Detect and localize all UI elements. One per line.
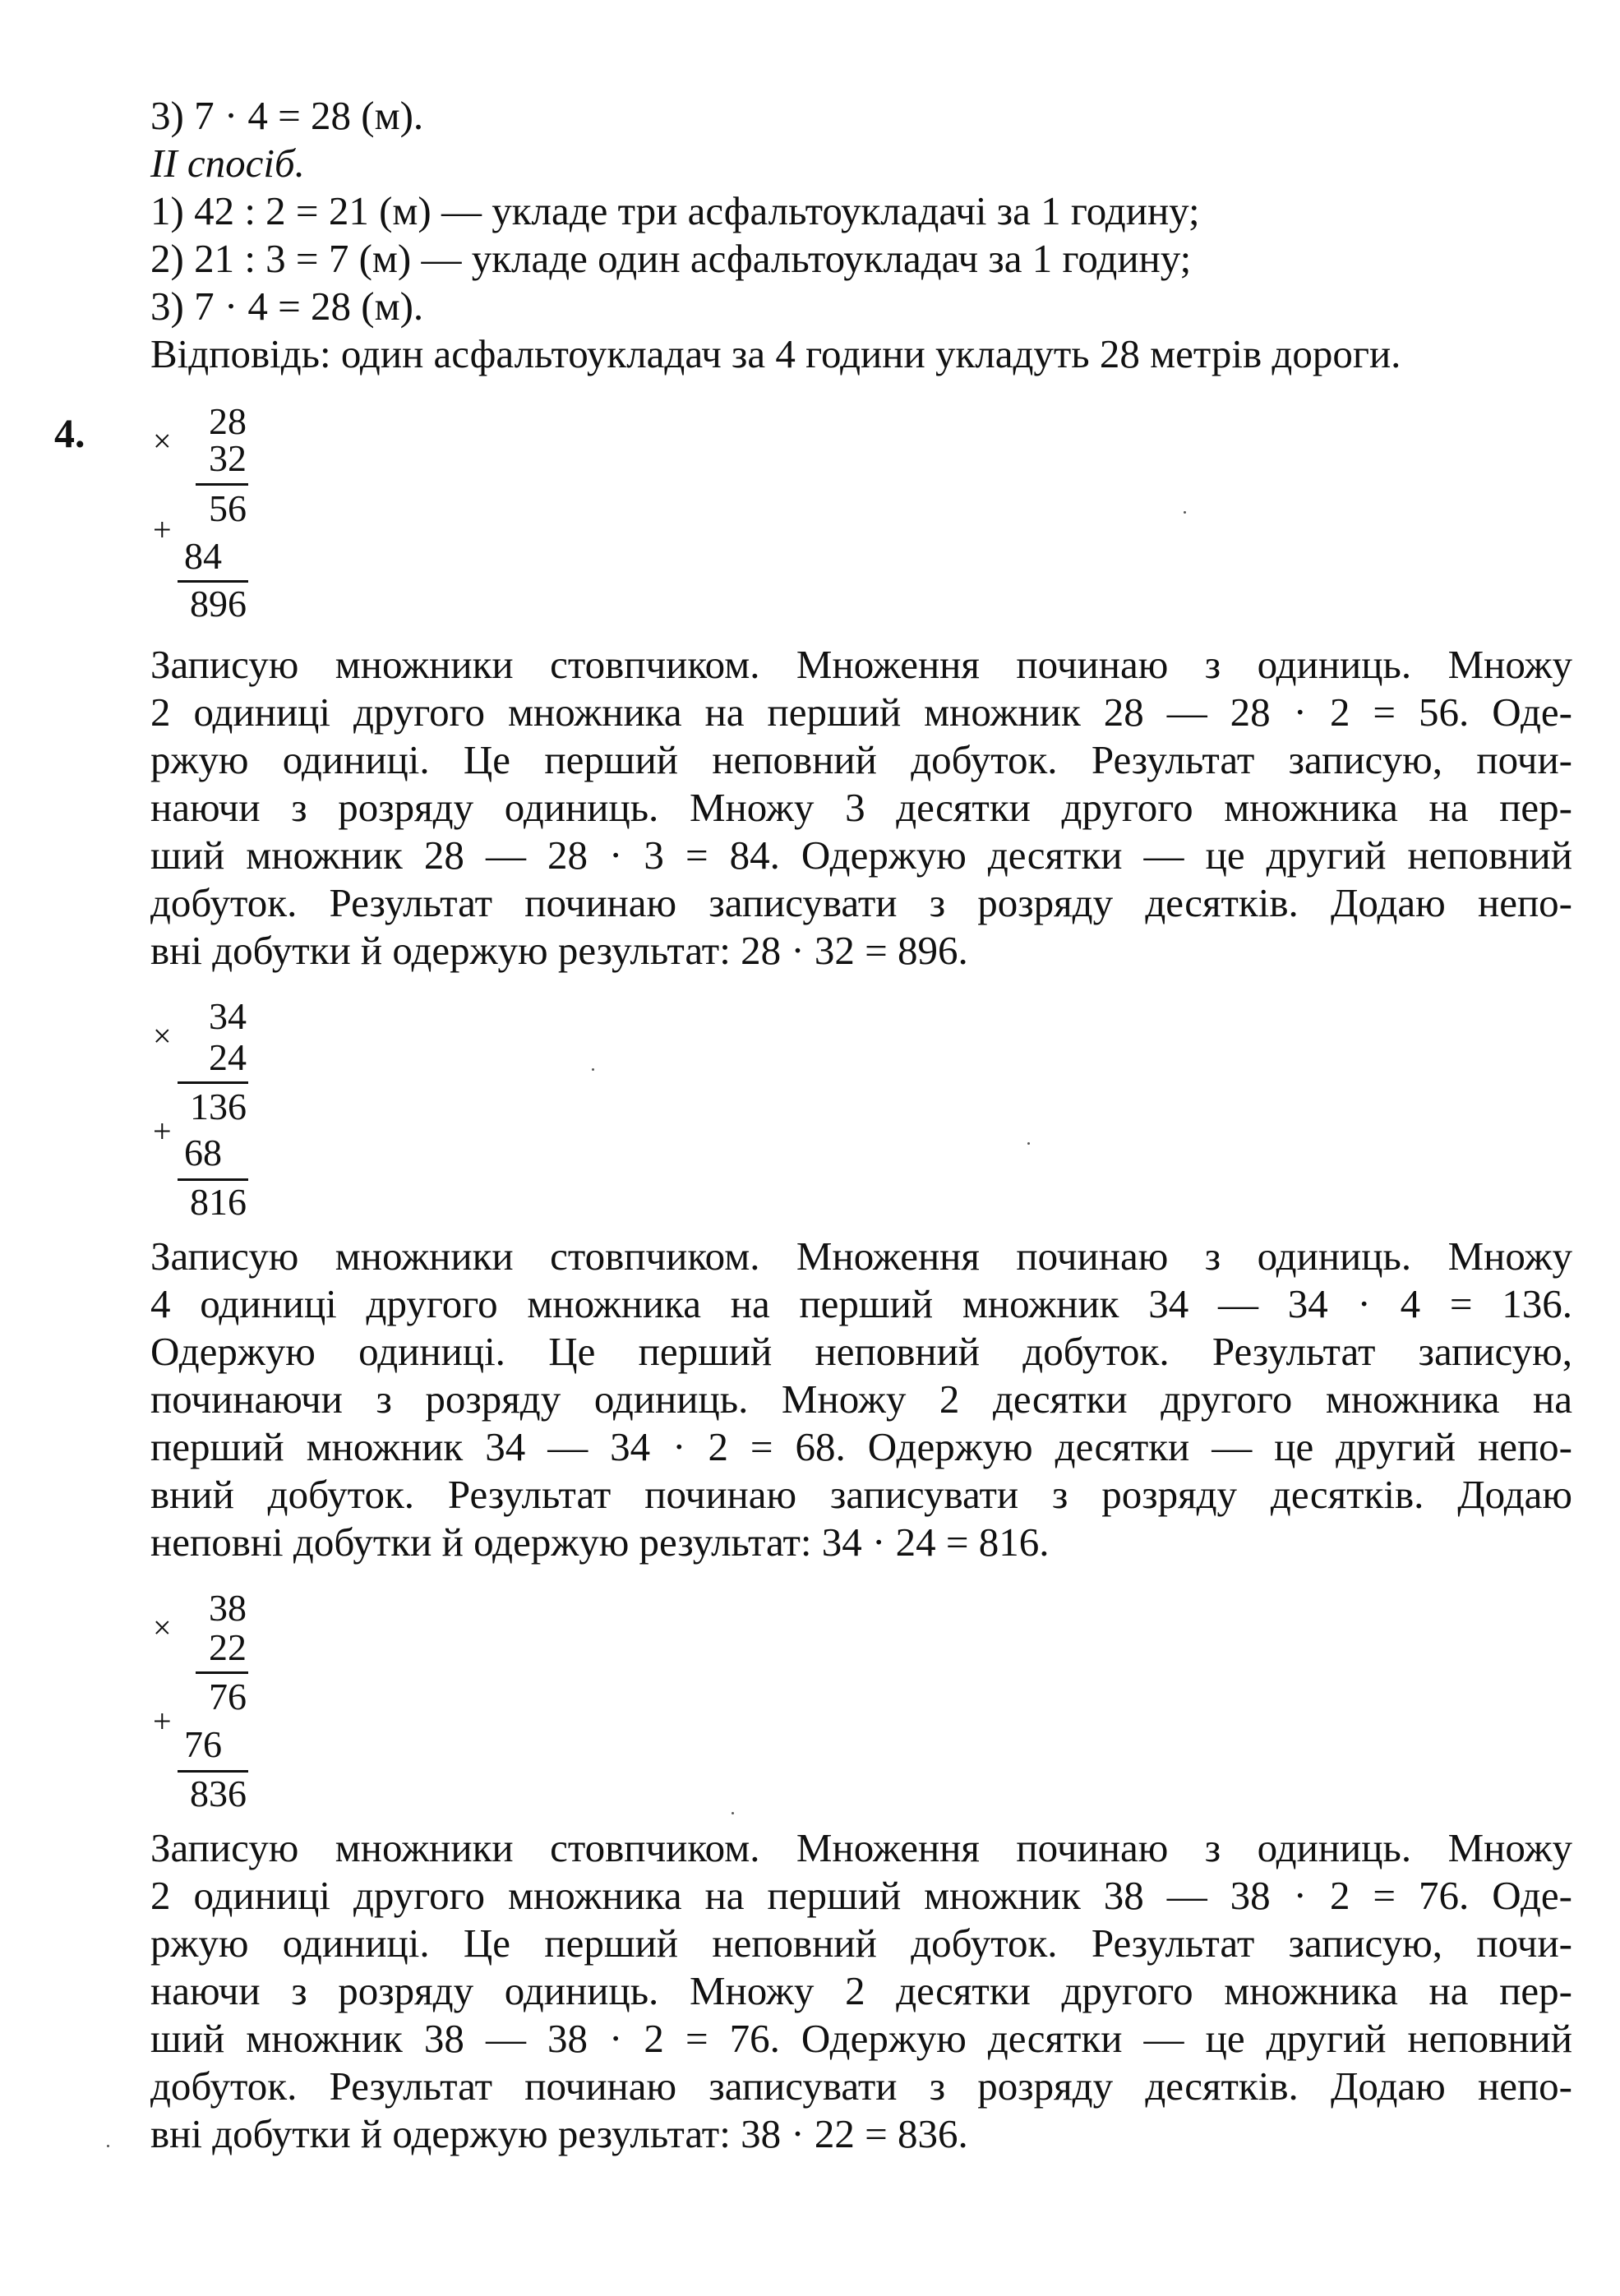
explanation-line: 2 одиниці другого множника на перший множник 28 — 28 · 2 = 56. Оде- <box>150 689 1572 735</box>
explanation-line: вні добутки й одержую результат: 28 · 32 = 896. <box>150 928 968 973</box>
explanation-line: ржую одиниці. Це перший неповний добуток. Результат записую, почи- <box>150 1920 1572 1966</box>
multiplicand: 38 <box>209 1587 247 1629</box>
explanation-line: ший множник 38 — 38 · 2 = 76. Одержую десятки — це другий неповний <box>150 2016 1572 2061</box>
column-multiplication <box>148 401 263 631</box>
explanation-line: вний добуток. Результат починаю записувати з розряду десятків. Додаю <box>150 1472 1572 1517</box>
partial-product-2: 84 <box>184 535 222 577</box>
explanation-line: неповні добутки й одержую результат: 34 · 24 = 816. <box>150 1519 1050 1565</box>
column-rule <box>196 1671 248 1674</box>
explanation-line: наючи з розряду одиниць. Множу 3 десятки другого множника на пер- <box>150 785 1572 830</box>
multiplier: 32 <box>209 437 247 479</box>
partial-product-1: 136 <box>190 1086 247 1127</box>
times-sign: × <box>153 422 172 459</box>
scan-speck <box>732 1812 734 1814</box>
partial-product-2: 76 <box>184 1723 222 1765</box>
explanation-line: перший множник 34 — 34 · 2 = 68. Одержую десятки — це другий непо- <box>150 1424 1572 1469</box>
scan-speck <box>107 2145 109 2147</box>
intro-line: 3) 7 · 4 = 28 (м). <box>150 93 424 138</box>
explanation-line: ший множник 28 — 28 · 3 = 84. Одержую десятки — це другий неповний <box>150 832 1572 878</box>
multiplier: 22 <box>209 1626 247 1668</box>
explanation-line: добуток. Результат починаю записувати з розряду десятків. Додаю непо- <box>150 880 1572 925</box>
multiplicand: 28 <box>209 400 247 442</box>
answer-line: Відповідь: один асфальтоукладач за 4 години укладуть 28 метрів дороги. <box>150 331 1401 376</box>
times-sign: × <box>153 1609 172 1646</box>
explanation-line: починаючи з розряду одиниць. Множу 2 десятки другого множника на <box>150 1376 1572 1422</box>
explanation-line: добуток. Результат починаю записувати з розряду десятків. Додаю непо- <box>150 2063 1572 2109</box>
explanation-line: ржую одиниці. Це перший неповний добуток. Результат записую, почи- <box>150 737 1572 782</box>
intro-line: 1) 42 : 2 = 21 (м) — укладе три асфальтоукладачі за 1 годину; <box>150 188 1200 233</box>
column-multiplication <box>148 1588 263 1818</box>
explanation-line: 2 одиниці другого множника на перший множник 38 — 38 · 2 = 76. Оде- <box>150 1873 1572 1918</box>
plus-sign: + <box>153 511 172 548</box>
task-number: 4. <box>54 410 85 456</box>
explanation-line: Записую множники стовпчиком. Множення починаю з одиниць. Множу <box>150 642 1572 687</box>
explanation-line: Одержую одиниці. Це перший неповний добуток. Результат записую, <box>150 1329 1572 1374</box>
intro-line: 3) 7 · 4 = 28 (м). <box>150 284 424 329</box>
scan-speck <box>1184 511 1186 514</box>
times-sign: × <box>153 1017 172 1054</box>
plus-sign: + <box>153 1113 172 1150</box>
plus-sign: + <box>153 1703 172 1740</box>
explanation-line: вні добутки й одержую результат: 38 · 22 = 836. <box>150 2111 968 2156</box>
multiplicand: 34 <box>209 995 247 1037</box>
explanation-line: Записую множники стовпчиком. Множення починаю з одиниць. Множу <box>150 1233 1572 1279</box>
partial-product-2: 68 <box>184 1132 222 1173</box>
column-result: 816 <box>190 1181 247 1223</box>
column-multiplication <box>148 996 263 1226</box>
scan-speck <box>592 1068 594 1071</box>
column-rule <box>178 1081 248 1084</box>
method-heading: ІІ спосіб. <box>150 141 305 186</box>
column-result: 896 <box>190 583 247 625</box>
explanation-line: Записую множники стовпчиком. Множення починаю з одиниць. Множу <box>150 1825 1572 1870</box>
intro-line: 2) 21 : 3 = 7 (м) — укладе один асфальтоукладач за 1 годину; <box>150 236 1192 281</box>
explanation-line: наючи з розряду одиниць. Множу 2 десятки другого множника на пер- <box>150 1968 1572 2013</box>
partial-product-1: 76 <box>209 1676 247 1717</box>
scan-speck <box>1027 1142 1030 1145</box>
column-rule <box>196 483 248 486</box>
column-result: 836 <box>190 1773 247 1814</box>
multiplier: 24 <box>209 1036 247 1078</box>
explanation-line: 4 одиниці другого множника на перший множник 34 — 34 · 4 = 136. <box>150 1281 1572 1326</box>
partial-product-1: 56 <box>209 487 247 529</box>
